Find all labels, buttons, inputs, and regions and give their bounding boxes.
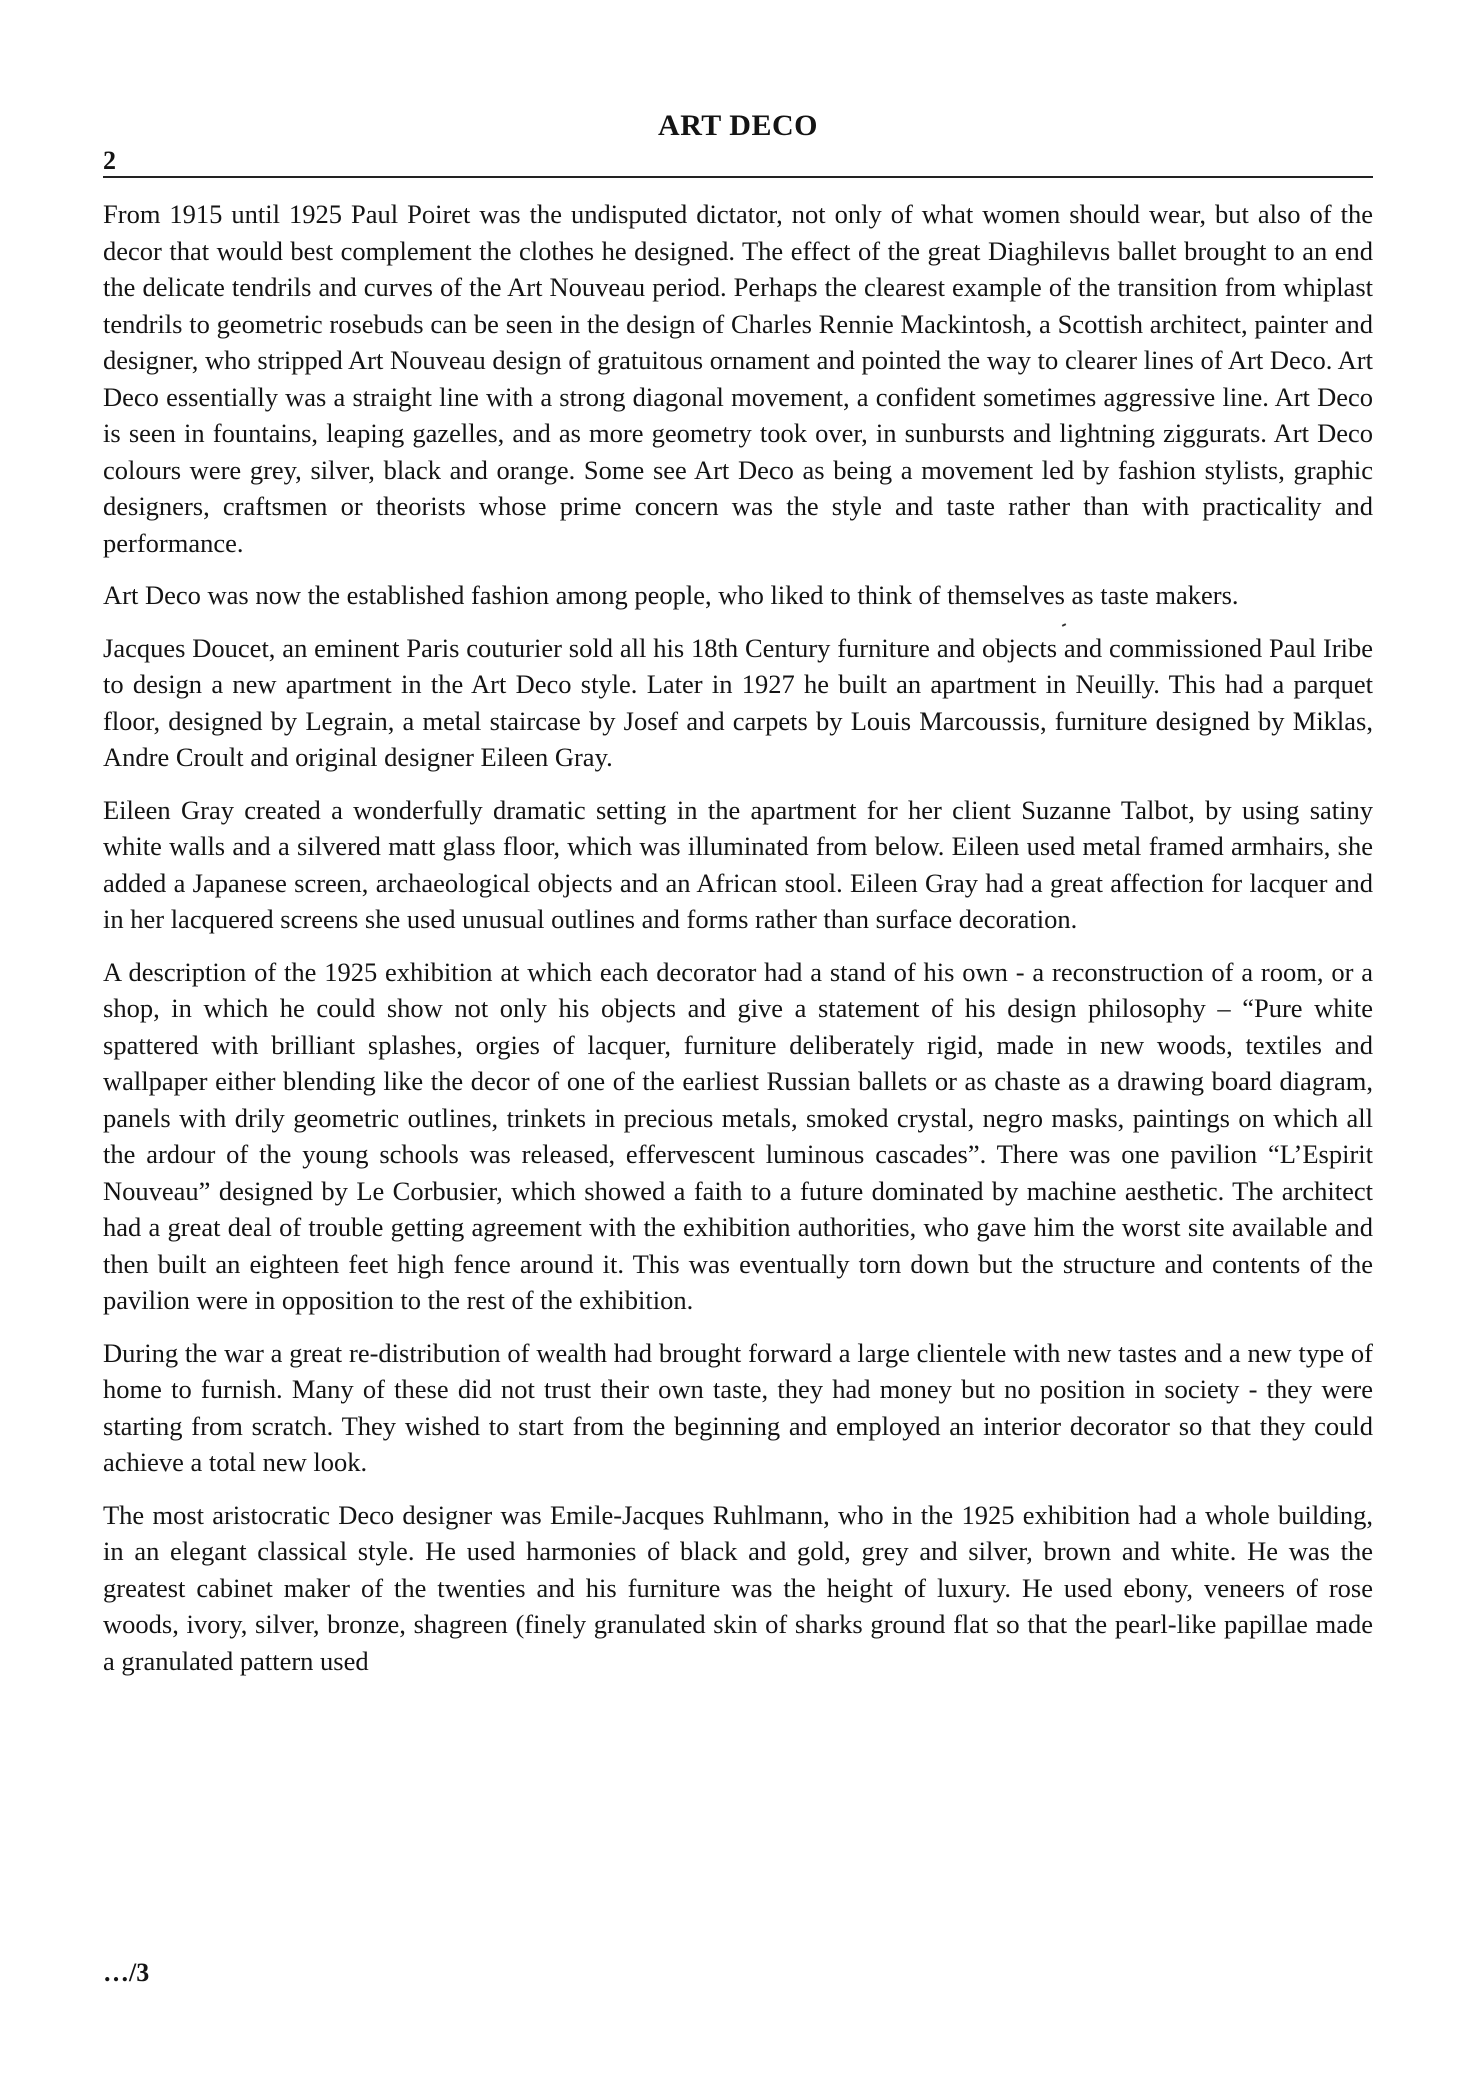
- paragraph-4: Eileen Gray created a wonderfully dramatic setting in the apartment for her client Suzanne Talbot, by using satiny white walls and a silvered matt glass floor, which was illuminated from below. Eileen used metal framed armhairs, she added a Japanese screen, archaeological objects and an African stool. Eileen Gray had a great affection for lacquer and in her lacquered screens she used unusual outlines and forms rather than surface decoration.: [103, 794, 1373, 934]
- header-rule: [103, 176, 1373, 178]
- paragraph-5: A description of the 1925 exhibition at which each decorator had a stand of his own - a reconstruction of a room, or a shop, in which he could show not only his objects and give a statement of his design philosophy – “Pure white spattered with brilliant splashes, orgies of lacquer, furniture deliberately rigid, made in new woods, textiles and wallpaper either blending like the decor of one of the earliest Russian ballets or as chaste as a drawing board diagram, panels with drily geometric outlines, trinkets in precious metals, smoked crystal, negro masks, paintings on which all the ardour of the young schools was released, effervescent luminous cascades”. There was one pavilion “L’Espirit Nouveau” designed by Le Corbusier, which showed a faith to a future dominated by machine aesthetic. The architect had a great deal of trouble getting agreement with the exhibition authorities, who gave him the worst site available and then built an eighteen feet high fence around it. This was eventually torn down but the structure and contents of the pavilion were in opposition to the rest of the exhibition.: [103, 956, 1373, 1315]
- paragraph-3: Jacques Doucet, an eminent Paris couturier sold all his 18th Century furniture and objects and commissioned Paul Iribe to design a new apartment in the Art Deco style. Later in 1927 he built an apartment in Neuilly. This had a parquet floor, designed by Legrain, a metal staircase by Josef and carpets by Louis Marcoussis, furniture designed by Miklas, Andre Croult and original designer Eileen Gray.: [103, 632, 1373, 772]
- page-number: 2: [103, 146, 116, 175]
- continuation-marker: …/3: [103, 1958, 150, 1987]
- paragraph-1: From 1915 until 1925 Paul Poiret was the undisputed dictator, not only of what women should wear, but also of the decor that would best complement the clothes he designed. The effect of the great Diaghilevıs ballet brought to an end the delicate tendrils and curves of the Art Nouveau period. Perhaps the clearest example of the transition from whiplast tendrils to geometric rosebuds can be seen in the design of Charles Rennie Mackintosh, a Scottish architect, painter and designer, who stripped Art Nouveau design of gratuitous ornament and pointed the way to clearer lines of Art Deco. Art Deco essentially was a straight line with a strong diagonal movement, a confident sometimes aggressive line. Art Deco is seen in fountains, leaping gazelles, and as more geometry took over, in sunbursts and lightning ziggurats. Art Deco colours were grey, silver, black and orange. Some see Art Deco as being a movement led by fashion stylists, graphic designers, craftsmen or theorists whose prime concern was the style and taste rather than with practicality and performance.: [103, 199, 1373, 558]
- paragraph-6: During the war a great re-distribution of wealth had brought forward a large clientele with new tastes and a new type of home to furnish. Many of these did not trust their own taste, they had money but no position in society - they were starting from scratch. They wished to start from the beginning and employed an interior decorator so that they could achieve a total new look.: [103, 1337, 1373, 1477]
- paragraph-2: Art Deco was now the established fashion among people, who liked to think of themselves as taste makers.: [103, 580, 1239, 610]
- body-text: [103, 196, 1373, 1695]
- paragraph-7: The most aristocratic Deco designer was Emile-Jacques Ruhlmann, who in the 1925 exhibition had a whole building, in an elegant classical style. He used harmonies of black and gold, grey and silver, brown and white. He was the greatest cabinet maker of the twenties and his furniture was the height of luxury. He used ebony, veneers of rose woods, ivory, silver, bronze, shagreen (finely granulated skin of sharks ground flat so that the pearl-like papillae made a granulated pattern used: [103, 1499, 1373, 1676]
- page-title: ART DECO: [658, 109, 818, 142]
